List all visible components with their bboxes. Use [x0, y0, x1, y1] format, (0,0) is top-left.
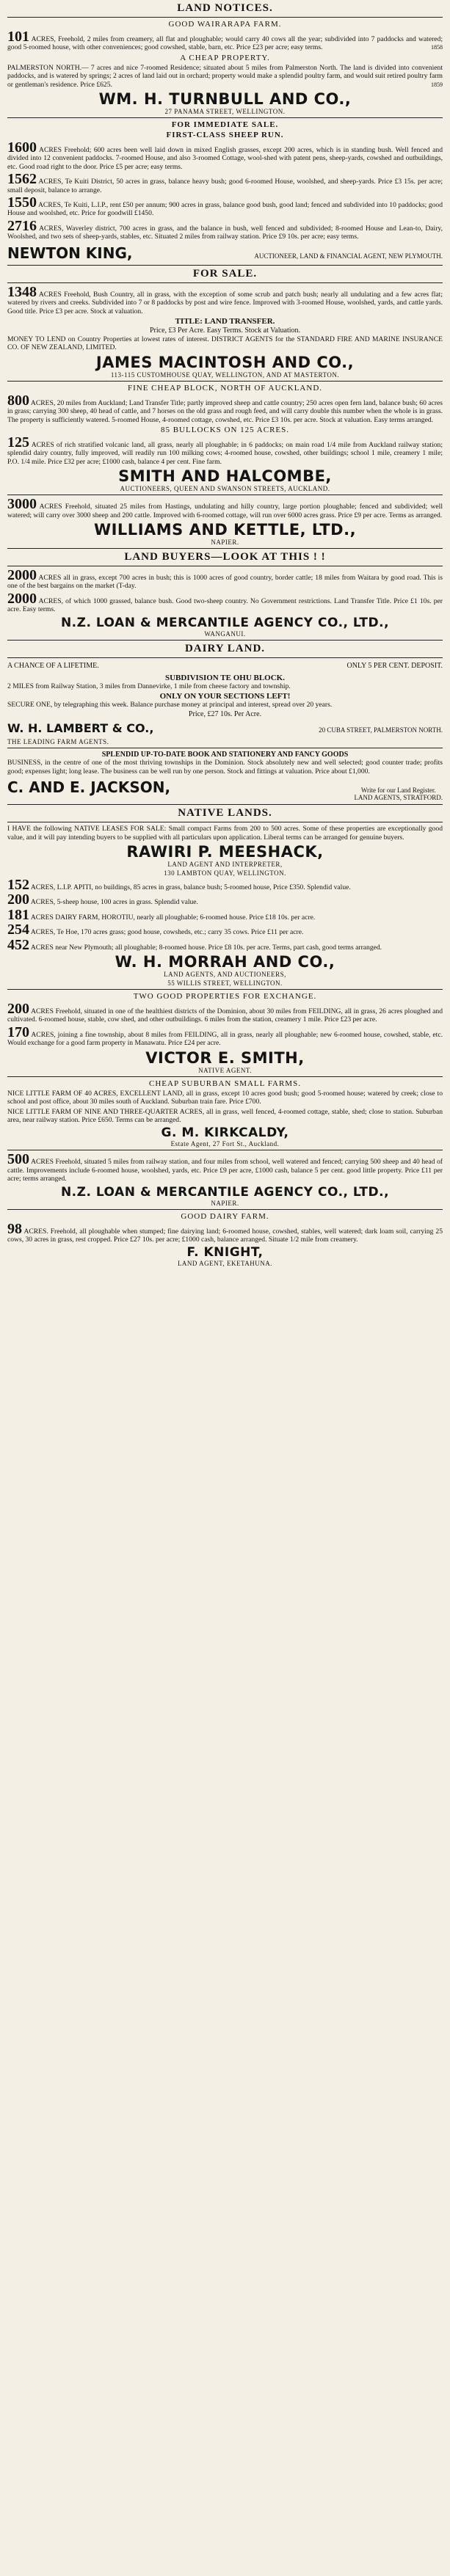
divider [7, 282, 443, 283]
acres-number: 452 [7, 936, 29, 953]
acres-number: 1550 [7, 194, 37, 211]
divider [7, 804, 443, 805]
acres-number: 181 [7, 906, 29, 923]
acres-number: 200 [7, 1001, 29, 1018]
ad-text: ACRES DAIRY FARM, HOROTIU, nearly all ploughable; 6-roomed house. Price £18 10s. per acre. [30, 913, 316, 922]
ad-text: ACRES, 20 miles from Auckland; Land Transfer Title; partly improved sheep and cattle country; 250 acres open fern land, balance bush; 60 acres in grass; carrying 300 sheep, 40 head of cattle, and 7 horses on the old grass and rough feed, and will carry double this number when the whole is in grass. The property is sufficiently watered. 5-roomed House, 4-roomed cottage, cowshed, etc. Price £3 10s. per acre. Stock at valuation. Easy terms arranged. [7, 398, 443, 424]
section-title-dairy-land: DAIRY LAND. [184, 642, 266, 654]
divider [7, 17, 443, 18]
ad-forty-acres: NICE LITTLE FARM OF 40 ACRES, EXCELLENT LAND, all in grass, except 10 acres good bush; good 5-roomed house; watered by creek; close to school and post office, about 30 miles south of Auckland. Suburban train fare. Price £700. [7, 1089, 443, 1106]
ad-text: ACRES, Freehold, 2 miles from creamery, all flat and ploughable; would carry 40 cows all the year; subdivided into 7 paddocks and watered; good 5-roomed house, with other conveniences; good cowshed, stable, barn, etc. Price £23 per acre; easy terms. [7, 35, 443, 52]
agent-address: WANGANUI. [204, 630, 246, 638]
section-title-immediate-sale: FOR IMMEDIATE SALE. [171, 120, 279, 130]
agent-name-morrah: W. H. MORRAH AND CO., [115, 953, 335, 971]
ad-stationery: BUSINESS, in the centre of one of the most thriving townships in the Dominion. Stock absolutely new and well selected; good counter trade; profits good; expenses light; long lease. The business can be well run by one person. Stock and fittings at valuation. Price about £1,000. [7, 759, 443, 776]
ad-text: ACRES, 5-sheep house, 100 acres in grass. Splendid value. [30, 898, 198, 907]
agent-name: C. AND E. JACKSON, [7, 778, 171, 797]
agent-name-turnbull: WM. H. TURNBULL AND CO., [98, 90, 352, 109]
divider [7, 117, 443, 118]
ad-te-kuiti-lip [7, 196, 443, 218]
terms-line: Price, £3 Per Acre. Easy Terms. Stock at Valuation. [150, 326, 300, 335]
ad-secure-one: SECURE ONE, by telegraphing this week. Balance purchase money at principal and interest, spread over 20 years. [7, 701, 333, 709]
acres-number: 200 [7, 891, 29, 908]
ad-horotiu [7, 908, 443, 922]
agent-subtitle: THE LEADING FARM AGENTS. [7, 738, 109, 746]
divider [7, 1209, 443, 1210]
ad-auckland-block [7, 394, 443, 424]
ad-native-leases: I HAVE the following NATIVE LEASES FOR SALE: Small compact Farms from 200 to 500 acres. Some of these properties are exceptionally good value, and it will pay intending buyers to be supplied with all particulars upon application. Liberal terms can be arranged for genuine buyers. [7, 825, 443, 842]
acres-number: 1600 [7, 139, 37, 156]
ad-waverley [7, 219, 443, 241]
agent-name-kirkcaldy: G. M. KIRKCALDY, [161, 1125, 289, 1141]
acres-number: 2716 [7, 217, 37, 234]
agent-jackson [7, 778, 443, 801]
ad-header-suburban: CHEAP SUBURBAN SMALL FARMS. [149, 1079, 301, 1088]
ad-text: ACRES Freehold; 600 acres been well laid down in mixed English grasses, except 200 acres, which is in standing bush. Well fenced and divided into 12 convenient paddocks. 7-roomed House, and also 3-roomed Cottage, wool-shed with patent pens, sheep-yards, cowshed and outbuildings, etc. Good road right to the door. Price £5 per acre; easy terms. [7, 146, 443, 171]
ad-eketahuna [7, 1222, 443, 1244]
ad-palmerston [7, 64, 443, 89]
ad-sheep-house [7, 893, 443, 906]
price-line: Price, £27 10s. Per Acre. [188, 710, 262, 719]
agent-description: AUCTIONEER, LAND & FINANCIAL AGENT, NEW PLYMOUTH. [254, 252, 443, 260]
ad-text: ACRES, L.I.P. APITI, no buildings, 85 acres in grass, balance bush; 5-roomed house, Price £350. Splendid value. [30, 883, 351, 892]
divider [7, 265, 443, 266]
acres-number: 2000 [7, 566, 37, 583]
agent-address: AUCTIONEERS, QUEEN AND SWANSON STREETS, AUCKLAND. [120, 485, 330, 493]
agent-name-knight: F. KNIGHT, [186, 1245, 264, 1260]
agent-name-victor-smith: VICTOR E. SMITH, [145, 1048, 305, 1067]
agent-side-note: Write for our Land Register. [360, 787, 436, 795]
ad-text: ACRES, Te Hoe, 170 acres grass; good house, cowsheds, etc.; carry 35 cows. Price £11 per acre. [30, 928, 304, 937]
agent-subtitle: LAND AGENTS, AND AUCTIONEERS, [164, 971, 286, 979]
divider [7, 989, 443, 990]
ad-railway-station [7, 1153, 443, 1183]
ad-text: PALMERSTON NORTH.— 7 acres and nice 7-roomed Residence; situated about 5 miles from Palmerston North. The land is divided into convenient paddocks, and is watered by springs; 2 acres of land laid out in orchard; property would make a splendid poultry farm, and would suit retired poultry farm or gentleman's residence. Price £625. [7, 63, 443, 89]
ad-bush-country [7, 285, 443, 315]
ad-bullocks [7, 436, 443, 466]
agent-address: Estate Agent, 27 Fort St., Auckland. [170, 1140, 280, 1148]
acres-number: 254 [7, 922, 29, 938]
ad-header-exchange: TWO GOOD PROPERTIES FOR EXCHANGE. [133, 992, 317, 1001]
ad-header: 85 BULLOCKS ON 125 ACRES. [160, 425, 290, 434]
ad-header-dairy-farm: GOOD DAIRY FARM. [181, 1211, 269, 1221]
ad-feilding [7, 1002, 443, 1024]
ad-text: ACRES, of which 1000 grassed, balance bush. Good two-sheep country. No Government restrictions. Land Transfer Title. Price £1 10s. per acre. Easy terms. [7, 596, 443, 614]
subdivision-line: SUBDIVISION TE OHU BLOCK. [164, 673, 285, 682]
ad-header: GOOD WAIRARAPA FARM. [168, 20, 282, 29]
acres-number: 1562 [7, 171, 37, 188]
acres-number: 170 [7, 1024, 29, 1040]
ad-sheep-run [7, 141, 443, 171]
acres-number: 1348 [7, 283, 37, 300]
divider [7, 381, 443, 382]
agent-name-meeshack: RAWIRI P. MEESHACK, [126, 843, 324, 861]
agent-newton-king [7, 244, 443, 262]
section-title-land-buyers: LAND BUYERS—LOOK AT THIS ! ! [124, 550, 326, 563]
chance-line: A CHANCE OF A LIFETIME. [7, 661, 99, 670]
agent-address: LAND AGENT, EKETAHUNA. [177, 1260, 273, 1268]
section-title-native-lands: NATIVE LANDS. [178, 807, 272, 820]
section-title-land-notices: LAND NOTICES. [177, 2, 273, 14]
stationery-title: SPLENDID UP-TO-DATE BOOK AND STATIONERY AND FANCY GOODS [101, 751, 349, 759]
ad-header: FINE CHEAP BLOCK, NORTH OF AUCKLAND. [127, 383, 323, 393]
ad-text: ACRES, Te Kuiti, L.I.P., rent £50 per annum; 900 acres in grass, balance good bush, good land; fenced and subdivided into 10 paddocks; good House and woolshed, etc. Price for goodwill £1450. [7, 201, 443, 218]
divider [7, 1076, 443, 1077]
agent-name-nz-loan: N.Z. LOAN & MERCANTILE AGENCY CO., LTD., [60, 615, 390, 630]
agent-name-smith-halcombe: SMITH AND HALCOMBE, [118, 467, 332, 486]
section-subtitle: FIRST-CLASS SHEEP RUN. [166, 131, 284, 140]
title-line: TITLE: LAND TRANSFER. [175, 316, 275, 326]
agent-subtitle: NATIVE AGENT. [198, 1066, 252, 1074]
ad-new-plymouth [7, 938, 443, 952]
ad-township [7, 1026, 443, 1048]
ad-text: ACRES, joining a fine township, about 8 miles from FEILDING, all in grass, nearly all ploughable; new 6-roomed house, cowshed, stable, etc. Would exchange for a good farm property in Manawatu. Price £24 per acre. [7, 1030, 443, 1048]
agent-side-note-2: LAND AGENTS, STRATFORD. [354, 794, 443, 802]
ad-text: ACRES all in grass, except 700 acres in bush; this is 1000 acres of good country, border cattle; 18 miles from Waitara by good road. This is one of the best bargains on the market (T-day. [7, 573, 443, 591]
ad-dannevirke: 2 MILES from Railway Station, 3 miles from Dannevirke, 1 mile from cheese factory and township. [7, 682, 291, 690]
ad-money-to-lend: MONEY TO LEND on Country Properties at lowest rates of interest. DISTRICT AGENTS for the STANDARD FIRE AND MARINE INSURANCE CO. OF NEW ZEALAND, LIMITED. [7, 335, 443, 352]
agent-address: 113-115 CUSTOMHOUSE QUAY, WELLINGTON, AND AT MASTERTON. [110, 371, 340, 379]
acres-number: 101 [7, 29, 29, 45]
ad-text: ACRES near New Plymouth; all ploughable; 8-roomed house. Price £8 10s. per acre. Terms, part cash, good terms arranged. [30, 943, 382, 952]
agent-name-nz-loan-napier: N.Z. LOAN & MERCANTILE AGENCY CO., LTD., [60, 1184, 390, 1200]
ad-text: ACRES Freehold, situated in one of the healthiest districts of the Dominion, about 30 miles from FEILDING, all in grass, 26 acres ploughed and cultivated. 6-roomed house, stable, cow shed, and other outbuildings. 6 miles from the station, creamery 1 mile. Price £23 per acre. [7, 1007, 443, 1024]
deposit-line: ONLY 5 PER CENT. DEPOSIT. [346, 661, 443, 670]
ad-text: ACRES, Waverley district, 700 acres in grass, and the balance in bush, well fenced and subdivided; 8-roomed House and Lean-to, Dairy, Woolshed, and two sets of sheep-yards, stables, etc. Situated 2 miles from railway station. Price £9 10s. per acre; easy terms. [7, 224, 443, 241]
divider [7, 548, 443, 549]
agent-address: 55 WILLIS STREET, WELLINGTON. [167, 979, 283, 988]
agent-lambert [7, 721, 443, 735]
ad-text: ACRES Freehold, situated 25 miles from Hastings, undulating and hilly country, large portion ploughable; fenced and subdivided; well watered; will carry over 3000 sheep and 200 cattle. Improved with 6-roomed cottage, will run over 6000 acres grass. Price £9 per acre. Terms as arranged. [7, 503, 443, 519]
ad-text: ACRES Freehold, Bush Country, all in grass, with the exception of some scrub and patch bush; nearly all undulating and a few acres flat; watered by rivers and creeks. Subdivided into 7 or 8 paddocks by post and wire fence. Improved with 3-roomed House, woolshed, yards, and cattle yards. Good title. Price £3 per acre. Stock at valuation. [7, 290, 443, 315]
ad-hastings [7, 497, 443, 519]
ad-te-hoe [7, 923, 443, 936]
agent-address: NAPIER. [211, 538, 239, 546]
ad-text: ACRES, Te Kuiti District, 50 acres in grass, balance heavy bush; good 6-roomed House, woolshed, and sheep-yards. Price £3 15s. per acre; small deposit, balance to arrange. [7, 178, 443, 194]
ad-waitara [7, 566, 443, 591]
ad-text: ACRES. Freehold, all ploughable when stumped; fine dairying land; 6-roomed house, cowshed, stables, well watered; dark loam soil, carrying 25 cows, 30 acres in grass, rest cropped. Price £27 10s. per acre; £1000 cash, balance arranged. Situate 1/2 mile from creamery. [7, 1227, 443, 1244]
acres-number: 98 [7, 1220, 22, 1237]
acres-number: 125 [7, 434, 29, 450]
ad-nine-acres: NICE LITTLE FARM OF NINE AND THREE-QUARTER ACRES, all in grass, well fenced, 4-roomed cottage, stable, shed; close to station. Suburban area, near railway station. Price £650. Terms can be arranged. [7, 1107, 443, 1124]
ad-apiti [7, 877, 443, 894]
ad-text: ACRES of rich stratified volcanic land, all grass, nearly all ploughable; in 6 paddocks; on main road 1/4 mile from Auckland railway station; splendid dairy country, fully improved, will readily run 100 milking cows; 4-roomed house, cowshed, other buildings; school 1 mile, creamery 1 mile; P.O. 1/4 mile. Price £32 per acre; £1000 cash, balance 4 per cent. Fine farm. [7, 440, 443, 466]
agent-name: NEWTON KING, [7, 244, 133, 262]
ad-text: ACRES Freehold, situated 5 miles from railway station, and four miles from school, well watered and fenced; carrying 500 sheep and 40 head of cattle. Improvements include 6-roomed house, woolshed, yards, etc. Price £9 per acre, £1000 cash, balance 5 per cent. good little property. Price £11 per acre; terms arranged. [7, 1158, 443, 1183]
agent-name-williams-kettle: WILLIAMS AND KETTLE, LTD., [93, 520, 357, 539]
ad-ref: 1858 [431, 44, 443, 51]
newspaper-page [0, 2, 450, 2576]
acres-number: 2000 [7, 590, 37, 607]
ad-wairarapa-farm [7, 30, 443, 52]
divider [7, 657, 443, 658]
agent-subtitle: LAND AGENT AND INTERPRETER, [167, 861, 283, 869]
agent-address: 20 CUBA STREET, PALMERSTON NORTH. [319, 726, 443, 734]
acres-number: 500 [7, 1151, 29, 1168]
acres-number: 3000 [7, 496, 37, 513]
section-title-for-sale: FOR SALE. [192, 267, 258, 280]
ad-header: A CHEAP PROPERTY. [180, 53, 270, 62]
agent-name-macintosh: JAMES MACINTOSH AND CO., [95, 353, 355, 371]
sections-left-line: ONLY ON YOUR SECTIONS LEFT! [159, 692, 291, 701]
ad-sheep-country [7, 592, 443, 614]
agent-address: NAPIER. [211, 1199, 239, 1207]
ad-ref: 1859 [431, 81, 443, 88]
agent-description [354, 787, 443, 801]
acres-number: 800 [7, 392, 29, 409]
ad-te-kuiti [7, 172, 443, 194]
divider [7, 640, 443, 641]
dairy-header-row [7, 661, 443, 671]
acres-number: 152 [7, 877, 29, 894]
agent-address: 130 LAMBTON QUAY, WELLINGTON. [164, 869, 286, 877]
agent-name: W. H. LAMBERT & CO., [7, 721, 154, 736]
agent-address: 27 PANAMA STREET, WELLINGTON. [164, 108, 286, 116]
